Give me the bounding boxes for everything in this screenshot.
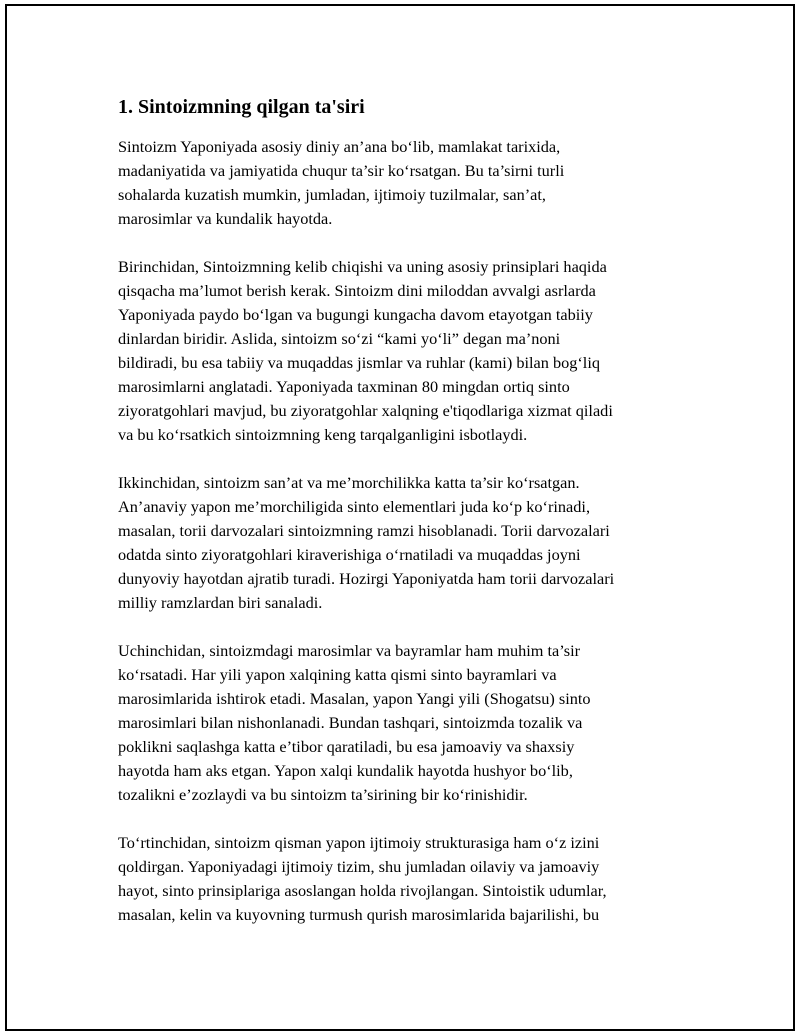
- text-line: sohalarda kuzatish mumkin, jumladan, ijtimoiy tuzilmalar, san’at,: [118, 185, 546, 204]
- text-line: marosimlari bilan nishonlanadi. Bundan tashqari, sintoizmda tozalik va: [118, 713, 583, 732]
- text-line: dinlardan biridir. Aslida, sintoizm so‘zi “kami yo‘li” degan ma’noni: [118, 329, 561, 348]
- document-body: [118, 93, 688, 951]
- text-line: Ikkinchidan, sintoizm san’at va me’morchilikka katta ta’sir ko‘rsatgan.: [118, 473, 580, 492]
- text-line: tozalikni e’zozlaydi va bu sintoizm ta’sirining bir ko‘rinishidir.: [118, 785, 528, 804]
- text-line: va bu ko‘rsatkich sintoizmning keng tarqalganligini isbotlaydi.: [118, 425, 528, 444]
- text-line: hayotda ham aks etgan. Yapon xalqi kundalik hayotda hushyor bo‘lib,: [118, 761, 573, 780]
- text-line: dunyoviy hayotdan ajratib turadi. Hozirgi Yaponiyatda ham torii darvozalari: [118, 569, 615, 588]
- section-heading: 1. Sintoizmning qilgan ta'siri: [118, 96, 365, 118]
- text-line: milliy ramzlardan biri sanaladi.: [118, 593, 323, 612]
- text-line: poklikni saqlashga katta e’tibor qaratiladi, bu esa jamoaviy va shaxsiy: [118, 737, 575, 756]
- text-line: masalan, kelin va kuyovning turmush qurish marosimlarida bajarilishi, bu: [118, 905, 600, 924]
- text-line: An’anaviy yapon me’morchiligida sinto elementlari juda ko‘p ko‘rinadi,: [118, 497, 591, 516]
- text-line: Uchinchidan, sintoizmdagi marosimlar va bayramlar ham muhim ta’sir: [118, 641, 581, 660]
- paragraph-first: [118, 255, 688, 447]
- text-line: marosimlarni anglatadi. Yaponiyada taxminan 80 mingdan ortiq sinto: [118, 377, 570, 396]
- paragraph-third: [118, 639, 688, 807]
- paragraph-second: [118, 471, 688, 615]
- text-line: bildiradi, bu esa tabiiy va muqaddas jismlar va ruhlar (kami) bilan bog‘liq: [118, 353, 600, 372]
- text-line: ko‘rsatadi. Har yili yapon xalqining katta qismi sinto bayramlari va: [118, 665, 557, 684]
- text-line: Yaponiyada paydo bo‘lgan va bugungi kungacha davom etayotgan tabiiy: [118, 305, 593, 324]
- text-line: To‘rtinchidan, sintoizm qisman yapon ijtimoiy strukturasiga ham o‘z izini: [118, 833, 600, 852]
- text-line: marosimlar va kundalik hayotda.: [118, 209, 333, 228]
- text-line: masalan, torii darvozalari sintoizmning ramzi hisoblanadi. Torii darvozalari: [118, 521, 610, 540]
- text-line: marosimlarida ishtirok etadi. Masalan, yapon Yangi yili (Shogatsu) sinto: [118, 689, 591, 708]
- text-line: odatda sinto ziyoratgohlari kiraverishiga o‘rnatiladi va muqaddas joyni: [118, 545, 581, 564]
- text-line: Birinchidan, Sintoizmning kelib chiqishi va uning asosiy prinsiplari haqida: [118, 257, 607, 276]
- text-line: ziyoratgohlari mavjud, bu ziyoratgohlar xalqning e'tiqodlariga xizmat qiladi: [118, 401, 613, 420]
- paragraph-fourth: [118, 831, 688, 927]
- text-line: Sintoizm Yaponiyada asosiy diniy an’ana bo‘lib, mamlakat tarixida,: [118, 137, 561, 156]
- paragraph-intro: [118, 135, 688, 231]
- text-line: qoldirgan. Yaponiyadagi ijtimoiy tizim, shu jumladan oilaviy va jamoaviy: [118, 857, 600, 876]
- text-line: hayot, sinto prinsiplariga asoslangan holda rivojlangan. Sintoistik udumlar,: [118, 881, 607, 900]
- text-line: qisqacha ma’lumot berish kerak. Sintoizm dini miloddan avvalgi asrlarda: [118, 281, 596, 300]
- text-line: madaniyatida va jamiyatida chuqur ta’sir ko‘rsatgan. Bu ta’sirni turli: [118, 161, 565, 180]
